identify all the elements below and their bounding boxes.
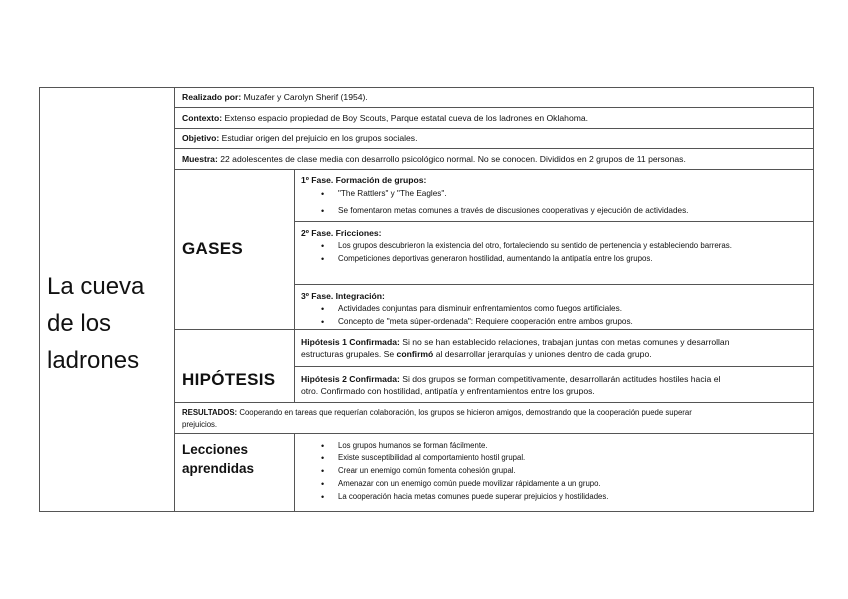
resultados-text-1: Cooperando en tareas que requerían colaboración, los grupos se hicieron amigos, demostrando que la cooperación puede superar bbox=[237, 408, 692, 417]
objetivo-value: Estudiar origen del prejuicio en los grupos sociales. bbox=[219, 133, 418, 143]
realizado-label: Realizado por: bbox=[182, 92, 242, 102]
fase3-item-2: • Concepto de "meta súper-ordenada": Requiere cooperación entre ambos grupos. bbox=[338, 316, 633, 328]
hipotesis-2 bbox=[301, 373, 720, 397]
contexto-label: Contexto: bbox=[182, 113, 223, 123]
row-divider-2 bbox=[174, 128, 814, 129]
leccion-item-5: • La cooperación hacia metas comunes puede superar prejuicios y hostilidades. bbox=[338, 491, 608, 503]
h1-text-2a: estructuras grupales. Se bbox=[301, 349, 397, 359]
fase1-item-1: • "The Rattlers" y "The Eagles". bbox=[338, 188, 447, 200]
h1-text-1: Si no se han establecido relaciones, trabajan juntas con metas comunes y desarrollan bbox=[399, 337, 730, 347]
h2-text-2: otro. Confirmado con hostilidad, antipatía y enfrentamientos entre los grupos. bbox=[301, 386, 595, 396]
muestra-value: 22 adolescentes de clase media con desarrollo psicológico normal. No se conocen. Divididos en 2 grupos de 11 personas. bbox=[217, 154, 686, 164]
resultados-text-2: prejuicios. bbox=[182, 420, 218, 429]
leccion-item-2: • Existe susceptibilidad al comportamiento hostil grupal. bbox=[338, 452, 525, 464]
row-divider-4 bbox=[174, 169, 814, 170]
realizado-value: Muzafer y Carolyn Sherif (1954). bbox=[241, 92, 368, 102]
h1-label: Hipótesis 1 Confirmada: bbox=[301, 337, 400, 347]
row-divider-resultados bbox=[174, 402, 814, 403]
h1-text-2b: al desarrollar jerarquías y uniones dentro de cada grupo. bbox=[433, 349, 652, 359]
resultados-label: RESULTADOS: bbox=[182, 408, 238, 417]
muestra-row bbox=[182, 153, 686, 165]
row-divider-1 bbox=[174, 107, 814, 108]
objetivo-label: Objetivo: bbox=[182, 133, 220, 143]
h1-confirmed: confirmó bbox=[396, 349, 434, 359]
hipotesis-label: HIPÓTESIS bbox=[182, 370, 276, 389]
leccion-item-4: • Amenazar con un enemigo común puede movilizar rápidamente a un grupo. bbox=[338, 478, 601, 490]
row-divider-hipotesis bbox=[174, 329, 814, 330]
leccion-item-3: • Crear un enemigo común fomenta cohesión grupal. bbox=[338, 465, 516, 477]
row-divider-lecciones bbox=[174, 433, 814, 434]
h2-label: Hipótesis 2 Confirmada: bbox=[301, 374, 400, 384]
fase3-item-1: • Actividades conjuntas para disminuir enfrentamientos como fuegos artificiales. bbox=[338, 303, 622, 315]
fase2-item-1: • Los grupos descubrieron la existencia del otro, fortaleciendo su sentido de pertenencia y estableciendo barreras. bbox=[338, 240, 732, 252]
h2-text-1: Si dos grupos se forman competitivamente, desarrollarán actitudes hostiles hacia el bbox=[399, 374, 721, 384]
fase1-item-2: • Se fomentaron metas comunes a través de discusiones cooperativas y ejecución de actividades. bbox=[338, 205, 688, 217]
muestra-label: Muestra: bbox=[182, 154, 218, 164]
fase2-item-2: • Competiciones deportivas generaron hostilidad, aumentando la antipatía entre los grupos. bbox=[338, 253, 653, 265]
fase3-title: 3º Fase. Integración: bbox=[301, 291, 385, 301]
row-divider-h2 bbox=[294, 366, 814, 367]
realizado-row bbox=[182, 91, 368, 103]
row-divider-3 bbox=[174, 148, 814, 149]
fase1-title: 1º Fase. Formación de grupos: bbox=[301, 175, 427, 185]
page-title: La cueva de los ladrones bbox=[47, 273, 145, 374]
resultados-row bbox=[182, 407, 692, 431]
leccion-item-1: • Los grupos humanos se forman fácilmente. bbox=[338, 440, 488, 452]
objetivo-row bbox=[182, 132, 418, 144]
fase2-title: 2º Fase. Fricciones: bbox=[301, 228, 382, 238]
contexto-value: Extenso espacio propiedad de Boy Scouts, Parque estatal cueva de los ladrones en Oklahoma. bbox=[222, 113, 589, 123]
lecciones-label: Lecciones aprendidas bbox=[182, 442, 255, 476]
hipotesis-1 bbox=[301, 336, 729, 360]
contexto-row bbox=[182, 112, 588, 124]
gases-label: GASES bbox=[182, 239, 244, 258]
row-divider-fase3 bbox=[294, 284, 814, 285]
col-divider-title bbox=[174, 87, 175, 512]
col-divider-lecciones bbox=[294, 433, 295, 512]
row-divider-fase2 bbox=[294, 221, 814, 222]
col-divider-gases bbox=[294, 169, 295, 402]
